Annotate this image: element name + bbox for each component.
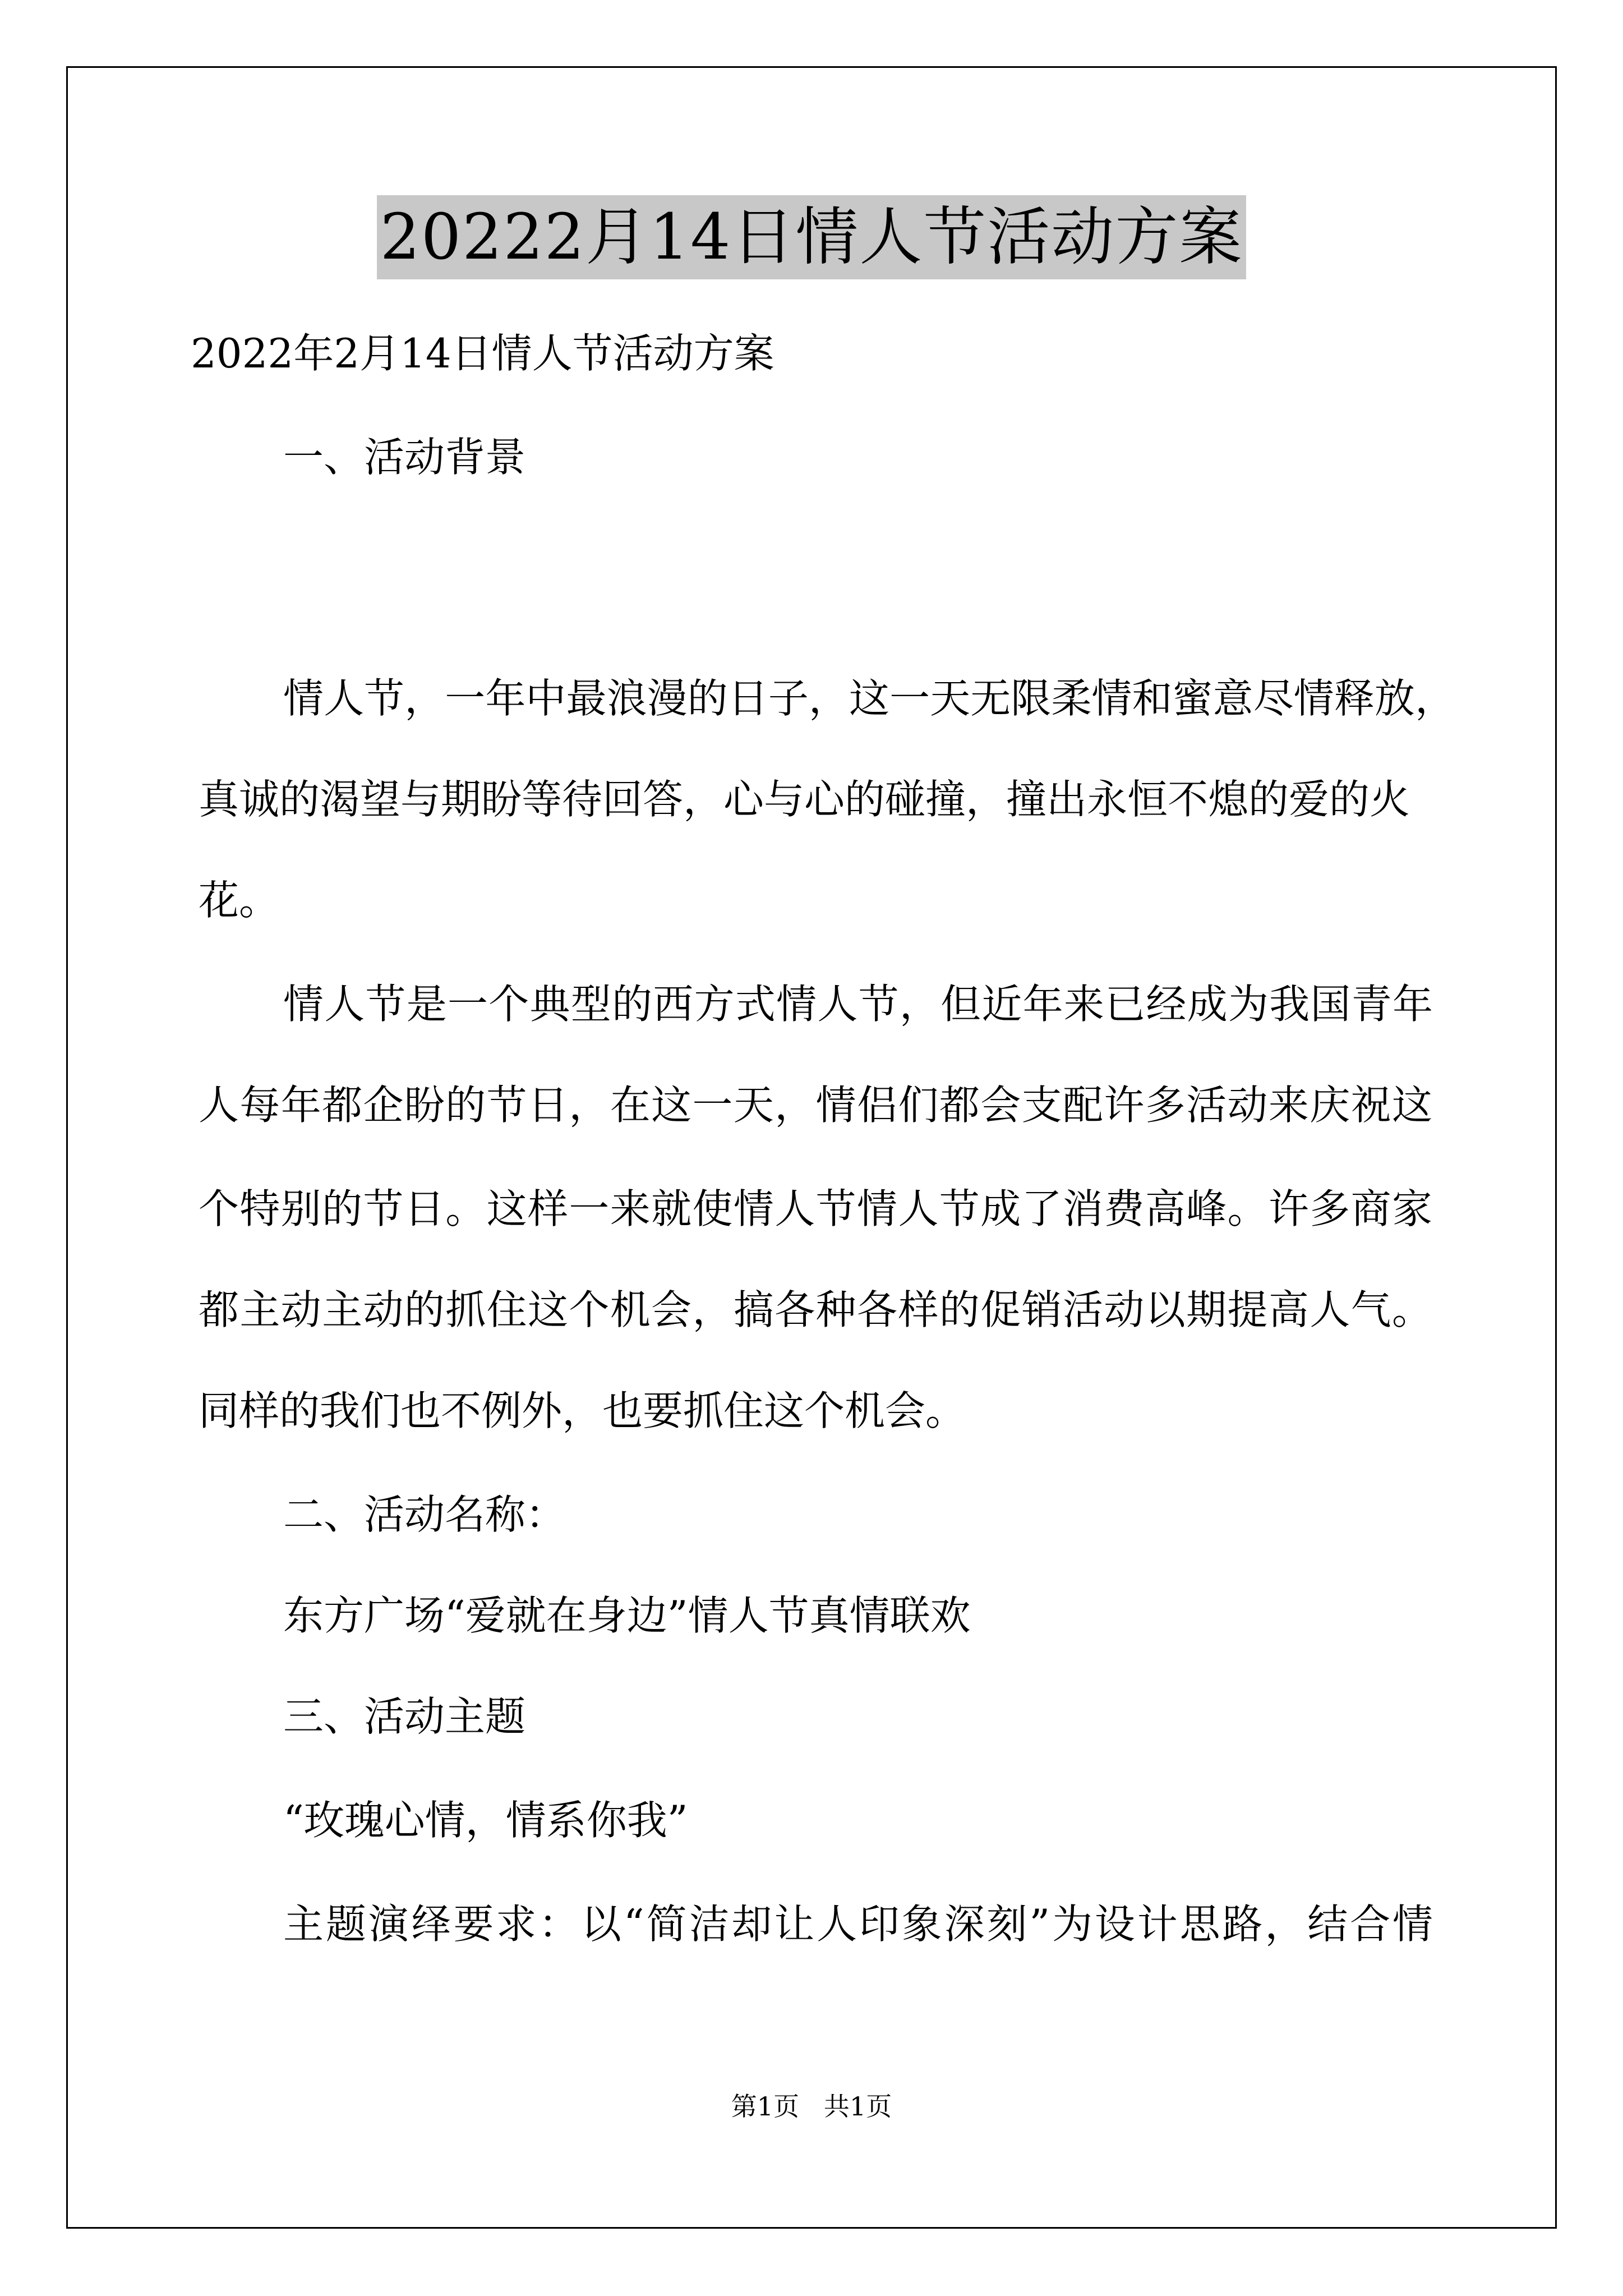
paragraph-line: 情人节是一个典型的西方式情人节，但近年来已经成为我国青年 bbox=[283, 981, 1433, 1028]
heading-activity-name: 二、活动名称： bbox=[283, 1491, 566, 1538]
paragraph-line: 花。 bbox=[199, 877, 280, 924]
paragraph-line: 情人节，一年中最浪漫的日子，这一天无限柔情和蜜意尽情释放， bbox=[283, 675, 1455, 722]
document-title: 20222月14日情人节活动方案 bbox=[377, 195, 1247, 279]
document-subtitle: 2022年2月14日情人节活动方案 bbox=[191, 330, 774, 377]
paragraph-line: 真诚的渴望与期盼等待回答，心与心的碰撞，撞出永恒不熄的爱的火 bbox=[199, 776, 1410, 823]
heading-activity-theme: 三、活动主题 bbox=[283, 1693, 526, 1740]
paragraph-line: 人每年都企盼的节日，在这一天，情侣们都会支配许多活动来庆祝这 bbox=[199, 1082, 1432, 1129]
page-footer: 第1页 共1页 bbox=[731, 2091, 892, 2122]
paragraph-line: 同样的我们也不例外，也要抓住这个机会。 bbox=[199, 1387, 966, 1434]
title-container bbox=[0, 195, 1623, 279]
activity-name-text: 东方广场“爱就在身边”情人节真情联欢 bbox=[283, 1592, 971, 1639]
heading-background: 一、活动背景 bbox=[283, 434, 526, 481]
paragraph-line: 都主动主动的抓住这个机会，搞各种各样的促销活动以期提高人气。 bbox=[199, 1286, 1432, 1333]
paragraph-line: 个特别的节日。这样一来就使情人节情人节成了消费高峰。许多商家 bbox=[199, 1185, 1432, 1232]
paragraph-line: 主题演绎要求：以“简洁却让人印象深刻”为设计思路，结合情 bbox=[283, 1901, 1433, 1948]
activity-theme-text: “玫瑰心情，情系你我” bbox=[283, 1797, 688, 1844]
